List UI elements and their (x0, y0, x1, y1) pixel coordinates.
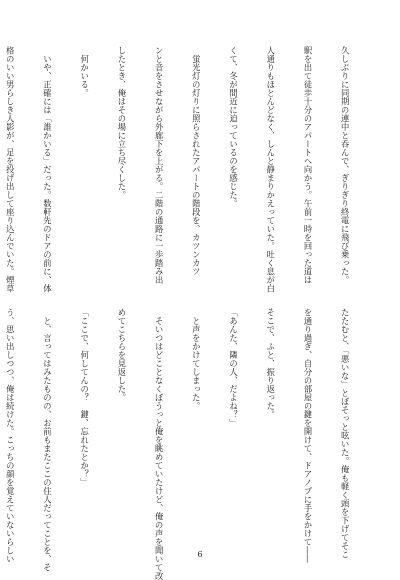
text-line: 駅を出て徒歩十分のアパートへ向かう。午前一時を回った道は (302, 46, 313, 284)
text-line: を通り過ぎ、自分の部屋の鍵を開けて、ドアノブに手をかけて―― (302, 308, 313, 563)
text-line: と、言ってはみたものの、お前もまたここの住人だってことを、そ (42, 308, 53, 572)
text-line: くて、冬が間近に迫っているのを感じた。 (228, 46, 239, 208)
text-line: したとき、俺はその場に立ち尽くした。 (116, 46, 127, 199)
text-line: う、思い出しつつ、俺は続けた。こっちの顔を覚えていないらしい (5, 308, 16, 563)
text-line: 「ここで、何してんの？ 鍵、忘れたとか？」 (79, 308, 90, 487)
text-line: と声をかけてしまった。 (191, 308, 202, 410)
text-line: 人通りもほとんどなく、しんと静まりかえっていた。吐く息が白 (265, 46, 276, 293)
text-line: 「あんた、隣の人、だよね？」 (228, 308, 239, 427)
lower-tier (5, 308, 376, 580)
text-line: 久しぶりに同期の連中と呑んで、ぎりぎり終電に飛び乗った。 (340, 46, 351, 284)
text-line: いや、正確には「誰かいる」だった。数軒先のドアの前に、体 (42, 46, 53, 293)
text-line: 何かいる。 (79, 46, 90, 97)
upper-tier (5, 46, 376, 293)
text-line: 蛍光灯の灯りに照らされたアパートの階段を、カツンカツ (191, 46, 202, 276)
text-line: 格のいい男らしき人影が、足を投げ出して座り込んでいた。煙草 (5, 46, 16, 293)
page-number: 6 (197, 550, 203, 559)
body-text (5, 46, 376, 580)
text-line: たたむと、「悪いな」とぼそっと呟いた。俺も軽く頭を下げてそこ (340, 308, 351, 559)
text-line: そいつはどことなくぼうっと俺を眺めていたけど、俺の声を聞いて改 (154, 308, 165, 580)
text-line: めてこちらを見返した。 (116, 308, 127, 402)
text-line: ンと音をさせながら外廊下を上がる。二階の通路に一歩踏み出 (154, 46, 165, 284)
text-line: そこで、ふと、振り返った。 (265, 308, 276, 419)
